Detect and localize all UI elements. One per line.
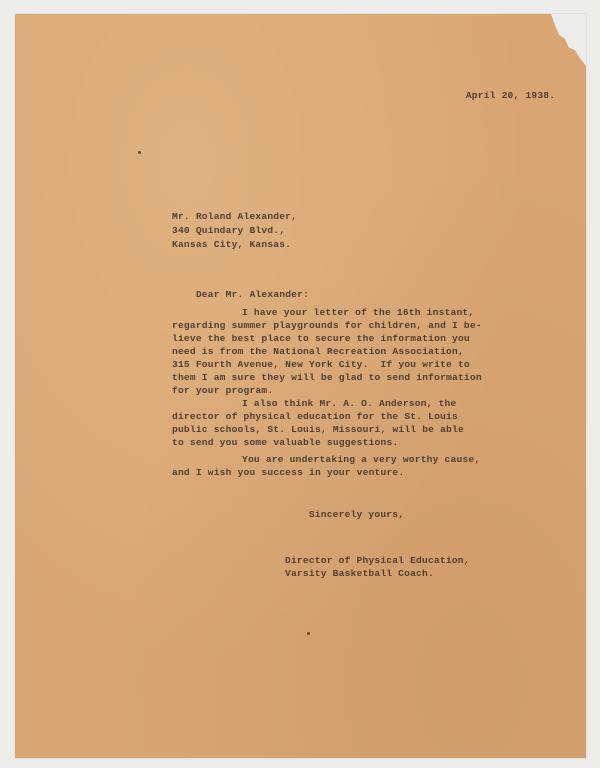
paragraph-2-line: director of physical education for the St. Louis	[172, 411, 458, 422]
paragraph-1	[172, 307, 482, 396]
margin-mark-top	[138, 151, 141, 154]
closing	[285, 500, 404, 529]
paragraph-1-line: them I am sure they will be glad to send information	[172, 372, 482, 383]
date-line	[442, 81, 555, 110]
closing-text: Sincerely yours,	[308, 508, 405, 520]
paragraph-3	[172, 454, 481, 493]
paragraph-1-line: need is from the National Recreation Association,	[172, 346, 464, 357]
paragraph-1-line: 315 Fourth Avenue, New York City. If you write to	[172, 359, 470, 370]
date-text: April 20, 1938.	[465, 89, 556, 101]
paragraph-2	[172, 398, 464, 457]
paragraph-1-line: for your program.	[172, 385, 274, 396]
paragraph-3-line: You are undertaking a very worthy cause,	[242, 454, 481, 465]
signature-block	[285, 555, 470, 594]
recipient-address	[172, 211, 298, 260]
signature-role: Varsity Basketball Coach.	[285, 568, 434, 579]
paragraph-2-line: public schools, St. Louis, Missouri, will be able	[172, 424, 464, 435]
recipient-street: 340 Quindary Blvd.,	[172, 225, 286, 236]
paragraph-1-line: regarding summer playgrounds for children, and I be-	[172, 320, 482, 331]
recipient-name: Mr. Roland Alexander,	[172, 211, 298, 222]
paragraph-1-line: I have your letter of the 16th instant,	[242, 307, 475, 318]
paragraph-2-line: to send you some valuable suggestions.	[172, 437, 399, 448]
paragraph-2-line: I also think Mr. A. O. Anderson, the	[242, 398, 457, 409]
salutation	[172, 280, 309, 309]
recipient-city: Kansas City, Kansas.	[172, 239, 292, 250]
margin-mark-bottom	[307, 632, 310, 635]
torn-corner	[536, 14, 586, 66]
salutation-text: Dear Mr. Alexander:	[195, 288, 310, 300]
signature-title: Director of Physical Education,	[285, 555, 470, 566]
letter-paper	[15, 14, 586, 758]
paragraph-3-line: and I wish you success in your venture.	[172, 467, 405, 478]
paragraph-1-line: lieve the best place to secure the information you	[172, 333, 470, 344]
